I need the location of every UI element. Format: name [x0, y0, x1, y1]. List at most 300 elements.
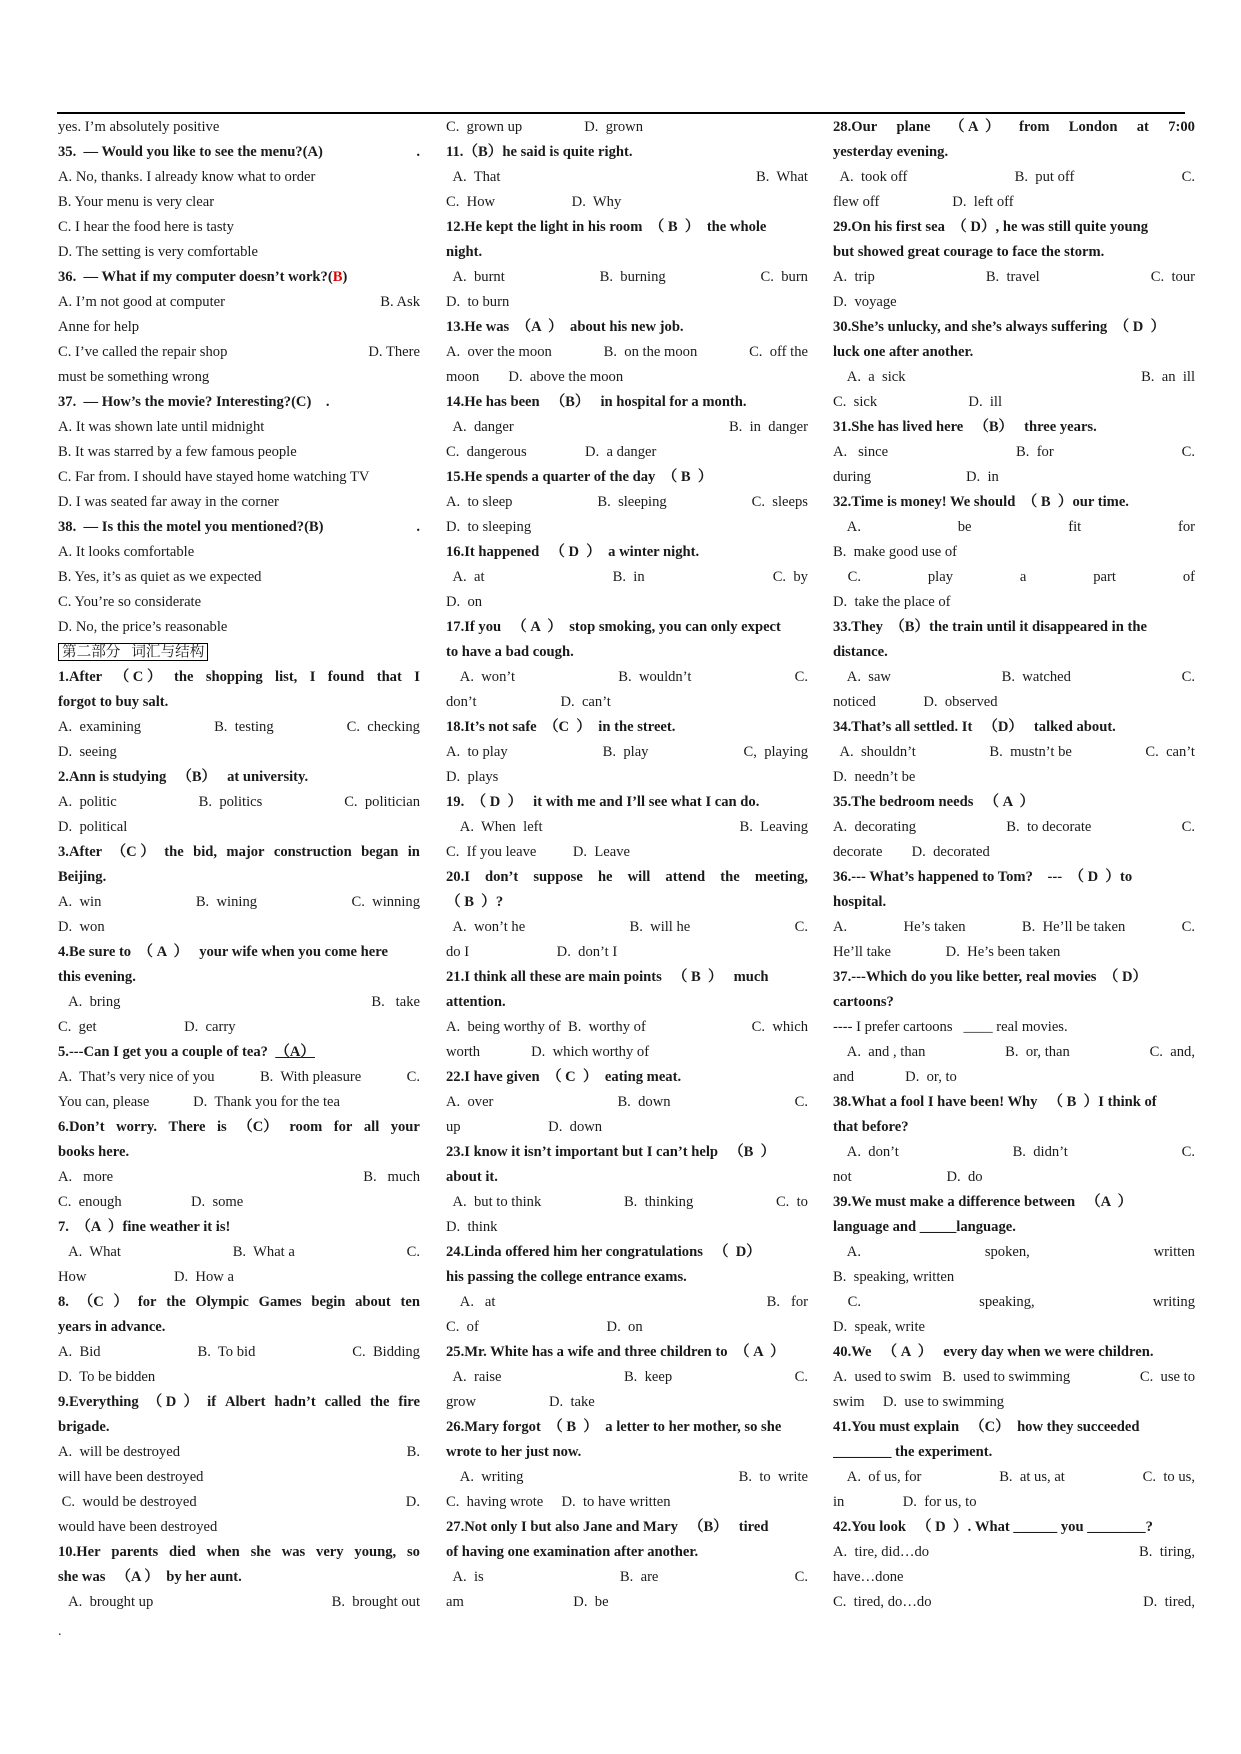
text-segment: A. What	[58, 1244, 121, 1260]
text-segment: was	[281, 1544, 306, 1560]
text-segment: noticed D. observed	[833, 694, 998, 710]
text-segment: wrote to her just now.	[446, 1444, 582, 1460]
text-line	[446, 840, 808, 865]
text-segment: A. of us, for	[833, 1469, 922, 1485]
text-segment: B. speaking, written	[833, 1269, 955, 1285]
text-line	[446, 490, 808, 515]
text-segment: B. wouldn’t	[618, 669, 692, 685]
text-segment: He’ll take D. He’s been taken	[833, 944, 1061, 960]
text-segment: attend	[665, 869, 706, 885]
text-segment: the	[173, 669, 194, 685]
text-line	[446, 1165, 808, 1190]
text-segment: language and _____language.	[833, 1219, 1016, 1235]
text-line	[833, 465, 1195, 490]
text-line	[446, 740, 808, 765]
text-line	[833, 340, 1195, 365]
text-segment: his passing the college entrance exams.	[446, 1269, 687, 1285]
text-segment: up D. down	[446, 1119, 603, 1135]
text-segment: B. tiring,	[1139, 1544, 1195, 1560]
text-segment: this evening.	[58, 969, 136, 985]
text-segment: C. use to	[1139, 1369, 1195, 1385]
text-line	[58, 490, 420, 515]
text-segment: A.	[833, 919, 848, 935]
text-segment: D. No, the price’s reasonable	[58, 619, 228, 635]
text-segment: yesterday evening.	[833, 144, 949, 160]
text-segment: 35.The bedroom needs （ A ）	[833, 794, 1035, 810]
text-segment: worry.	[116, 1119, 158, 1135]
text-line	[446, 1415, 808, 1440]
text-line	[446, 1115, 808, 1140]
text-segment: C. Far from. I should have stayed home watching TV	[58, 469, 370, 485]
text-line	[446, 715, 808, 740]
text-line	[446, 690, 808, 715]
text-line	[58, 1565, 420, 1590]
text-line	[58, 615, 420, 640]
text-line	[446, 1065, 808, 1090]
text-segment: of	[1182, 569, 1195, 585]
text-segment: A. used to swim B. used to swimming	[833, 1369, 1071, 1385]
text-line	[833, 1290, 1195, 1315]
text-segment: B. put off	[1014, 169, 1075, 185]
text-segment: fire	[398, 1394, 420, 1410]
text-segment: A. over	[446, 1094, 494, 1110]
text-segment: cartoons?	[833, 994, 894, 1010]
text-segment: grow D. take	[446, 1394, 595, 1410]
text-segment: C. by	[772, 569, 808, 585]
text-line	[833, 440, 1195, 465]
text-segment: C.	[1181, 169, 1195, 185]
text-segment: 13.He was （A ） about his new job.	[446, 319, 684, 335]
text-segment: D. won	[58, 919, 105, 935]
text-segment: A. saw	[833, 669, 891, 685]
text-segment: B. brought out	[331, 1594, 420, 1610]
text-segment: Anne for help	[58, 319, 140, 335]
text-line	[58, 1040, 420, 1065]
text-segment: B. didn’t	[1012, 1144, 1068, 1160]
text-segment: B. mustn’t be	[989, 744, 1072, 760]
text-segment: 39.We must make a difference between （A ）	[833, 1194, 1133, 1210]
text-segment: D. tired,	[1143, 1594, 1195, 1610]
text-segment: C.	[833, 1294, 861, 1310]
text-line	[446, 1390, 808, 1415]
text-segment: A. being worthy of B. worthy of	[446, 1019, 646, 1035]
text-line	[833, 690, 1195, 715]
text-segment: 40.We （ A ） every day when we were children.	[833, 1344, 1154, 1360]
text-line	[58, 1165, 420, 1190]
text-line	[58, 515, 420, 540]
text-line	[58, 540, 420, 565]
text-line	[833, 1015, 1195, 1040]
text-line	[833, 1540, 1195, 1565]
text-segment: C.	[794, 1094, 808, 1110]
text-segment: if	[207, 1394, 217, 1410]
text-segment: 8.	[58, 1294, 69, 1310]
text-segment: A. writing	[446, 1469, 524, 1485]
text-segment: he	[597, 869, 613, 885]
text-segment: your	[390, 1119, 420, 1135]
text-segment: A. at	[446, 569, 485, 585]
text-line	[446, 640, 808, 665]
text-segment: C. which	[751, 1019, 808, 1035]
text-line	[58, 1415, 420, 1440]
text-segment: （ C ）	[114, 669, 162, 685]
text-segment: D. speak, write	[833, 1319, 925, 1335]
text-segment: A. at	[446, 1294, 496, 1310]
text-segment: A. to play	[446, 744, 508, 760]
text-segment: C.	[1181, 1144, 1195, 1160]
text-line	[833, 1315, 1195, 1340]
text-segment: night.	[446, 244, 483, 260]
underlined-answer: （A）	[275, 1044, 315, 1060]
text-segment: will have been destroyed	[58, 1469, 204, 1485]
text-segment: suppose	[533, 869, 583, 885]
text-segment: C. dangerous D. a danger	[446, 444, 657, 460]
text-segment: A. danger	[446, 419, 514, 435]
text-segment: 36.--- What’s happened to Tom? --- （ D ）to	[833, 869, 1133, 885]
text-segment: C. having wrote D. to have written	[446, 1494, 671, 1510]
text-segment: died	[168, 1544, 196, 1560]
column-2	[446, 115, 808, 1615]
text-line	[833, 540, 1195, 565]
text-segment: B. to decorate	[1006, 819, 1092, 835]
text-line	[833, 640, 1195, 665]
text-line	[58, 1465, 420, 1490]
text-segment: in	[407, 844, 420, 860]
text-segment: the	[164, 844, 184, 860]
text-line	[446, 340, 808, 365]
text-segment: A. No, thanks. I already know what to order	[58, 169, 316, 185]
text-segment: D. needn’t be	[833, 769, 916, 785]
text-line	[58, 765, 420, 790]
text-segment: 31.She has lived here （B） three years.	[833, 419, 1097, 435]
text-segment: 42.You look （ D ）. What ______ you ________?	[833, 1519, 1153, 1535]
text-line	[58, 165, 420, 190]
text-segment: A. won’t he	[446, 919, 526, 935]
text-line	[58, 1140, 420, 1165]
text-segment: ）	[113, 1294, 129, 1310]
text-segment: must be something wrong	[58, 369, 210, 385]
text-segment: A. tire, did…do	[833, 1544, 930, 1560]
text-segment: C. Bidding	[352, 1344, 420, 1360]
text-segment: don’t	[485, 869, 519, 885]
text-line	[446, 1190, 808, 1215]
text-segment: 29.On his first sea （ D）, he was still quite young	[833, 219, 1149, 235]
text-segment: There	[168, 1119, 206, 1135]
text-segment: is	[216, 1119, 227, 1135]
text-segment: very	[316, 1544, 344, 1560]
text-line	[58, 415, 420, 440]
text-segment: B. for	[1016, 444, 1054, 460]
text-segment: .	[416, 519, 420, 535]
text-segment: A. over the moon	[446, 344, 552, 360]
text-line	[833, 840, 1195, 865]
text-segment: yes. I’m absolutely positive	[58, 119, 220, 135]
text-segment: 21.I think all these are main points （ B ） much	[446, 969, 769, 985]
text-line	[446, 1265, 808, 1290]
text-segment: decorate D. decorated	[833, 844, 990, 860]
text-segment: B. take	[371, 994, 420, 1010]
text-segment: B. are	[619, 1569, 659, 1585]
text-segment: C.	[1181, 919, 1195, 935]
text-segment: B. will he	[629, 919, 691, 935]
text-segment: 12.He kept the light in his room （ B ） the whole	[446, 219, 767, 235]
text-line	[833, 1265, 1195, 1290]
text-segment: A. Bid	[58, 1344, 101, 1360]
text-line	[833, 990, 1195, 1015]
text-segment: London	[1068, 119, 1118, 135]
text-segment: C.	[833, 569, 861, 585]
text-segment: 26.Mary forgot （ B ） a letter to her mother, so she	[446, 1419, 782, 1435]
text-line	[58, 665, 420, 690]
text-segment: 5.---Can I get you a couple of tea?	[58, 1044, 276, 1060]
text-segment: C. grown up D. grown	[446, 119, 644, 135]
text-segment: A. and , than	[833, 1044, 926, 1060]
text-line	[833, 1340, 1195, 1365]
text-segment: 38. — Is this the motel you mentioned?(B)	[58, 519, 324, 535]
text-segment: C. politician	[344, 794, 420, 810]
text-line	[833, 940, 1195, 965]
footer-mark: .	[58, 1624, 62, 1639]
text-segment: A. That’s very nice of you	[58, 1069, 215, 1085]
text-line	[833, 240, 1195, 265]
text-segment: plane	[896, 119, 931, 135]
text-line	[446, 915, 808, 940]
text-segment: do I D. don’t I	[446, 944, 618, 960]
text-line	[58, 315, 420, 340]
text-line	[833, 965, 1195, 990]
text-segment: C. and,	[1149, 1044, 1195, 1060]
text-segment: A. is	[446, 1569, 484, 1585]
text-line	[58, 115, 420, 140]
text-line	[446, 1365, 808, 1390]
text-line	[446, 1515, 808, 1540]
text-segment: A. politic	[58, 794, 117, 810]
text-segment: A. When left	[446, 819, 543, 835]
text-segment: 15.He spends a quarter of the day （ B ）	[446, 469, 713, 485]
text-line	[446, 265, 808, 290]
text-line	[446, 515, 808, 540]
text-line	[58, 1090, 420, 1115]
text-segment: C. How D. Why	[446, 194, 622, 210]
text-segment: B. It was starred by a few famous people	[58, 444, 297, 460]
text-segment: 16.It happened （ D ） a winter night.	[446, 544, 700, 560]
text-segment: D. think	[446, 1219, 498, 1235]
text-segment: about it.	[446, 1169, 498, 1185]
text-segment: not D. do	[833, 1169, 983, 1185]
text-line	[58, 240, 420, 265]
header-rule	[57, 112, 1185, 114]
text-segment: distance.	[833, 644, 888, 660]
text-segment: D.	[405, 1494, 420, 1510]
text-segment: the	[720, 869, 740, 885]
text-segment: C. I’ve called the repair shop	[58, 344, 228, 360]
text-segment: moon D. above the moon	[446, 369, 624, 385]
text-segment: found	[327, 669, 365, 685]
text-segment: at	[1136, 119, 1149, 135]
column-3	[833, 115, 1195, 1615]
text-segment: she was （A ） by her aunt.	[58, 1569, 242, 1585]
text-segment: D. The setting is very comfortable	[58, 244, 258, 260]
text-line	[58, 690, 420, 715]
text-segment: 20.I	[446, 869, 470, 885]
text-segment: B. What a	[232, 1244, 295, 1260]
text-segment: play	[927, 569, 953, 585]
text-line	[446, 1240, 808, 1265]
text-segment: C. get D. carry	[58, 1019, 236, 1035]
text-segment: 17.If you （ A ） stop smoking, you can only expect	[446, 619, 781, 635]
text-segment: flew off D. left off	[833, 194, 1014, 210]
text-segment: I	[414, 669, 420, 685]
text-segment: A. won’t	[446, 669, 516, 685]
text-segment: A. shouldn’t	[833, 744, 916, 760]
text-line	[833, 115, 1195, 140]
text-segment: A. It was shown late until midnight	[58, 419, 265, 435]
text-line	[833, 1490, 1195, 1515]
text-segment: A. brought up	[58, 1594, 154, 1610]
text-line	[58, 190, 420, 215]
text-line	[446, 1015, 808, 1040]
text-segment: C. I hear the food here is tasty	[58, 219, 234, 235]
text-line	[58, 1340, 420, 1365]
text-line	[833, 740, 1195, 765]
text-line	[833, 1590, 1195, 1615]
text-segment: A.	[833, 519, 861, 535]
text-segment: speaking,	[979, 1294, 1035, 1310]
text-segment: ________ the experiment.	[833, 1444, 993, 1460]
text-segment: C.	[794, 1369, 808, 1385]
text-segment: B. at us, at	[999, 1469, 1065, 1485]
text-line	[58, 1015, 420, 1040]
text-segment: A. decorating	[833, 819, 917, 835]
text-segment: major	[226, 844, 265, 860]
text-segment: C. burn	[760, 269, 808, 285]
text-segment: about	[355, 1294, 391, 1310]
text-segment: B. watched	[1001, 669, 1071, 685]
text-segment: books here.	[58, 1144, 130, 1160]
text-segment: B. wining	[195, 894, 258, 910]
text-line	[446, 965, 808, 990]
text-segment: bid,	[193, 844, 218, 860]
text-line	[446, 765, 808, 790]
text-segment: so	[406, 1544, 420, 1560]
text-line	[833, 1140, 1195, 1165]
text-line	[833, 1065, 1195, 1090]
text-line	[833, 565, 1195, 590]
text-segment: to have a bad cough.	[446, 644, 574, 660]
text-segment: C.	[1181, 819, 1195, 835]
text-segment: C.	[406, 1244, 420, 1260]
text-line	[833, 190, 1195, 215]
text-line	[833, 590, 1195, 615]
text-segment: B. in danger	[728, 419, 808, 435]
text-segment: spoken,	[984, 1244, 1030, 1260]
text-line	[833, 490, 1195, 515]
text-segment: A. but to think	[446, 1194, 542, 1210]
text-segment: all	[363, 1119, 380, 1135]
text-segment: B. keep	[623, 1369, 673, 1385]
text-line	[58, 1515, 420, 1540]
text-segment: D. voyage	[833, 294, 897, 310]
text-line	[446, 465, 808, 490]
text-segment: am D. be	[446, 1594, 609, 1610]
text-segment: C.	[794, 669, 808, 685]
text-line	[58, 1115, 420, 1140]
text-line	[833, 890, 1195, 915]
text-line	[833, 1240, 1195, 1265]
text-segment: C. would be destroyed	[58, 1494, 197, 1510]
text-segment: 9.Everything	[58, 1394, 139, 1410]
text-line	[58, 390, 420, 415]
text-line	[446, 315, 808, 340]
text-segment: D. seeing	[58, 744, 117, 760]
text-line	[58, 1315, 420, 1340]
text-line	[58, 1215, 420, 1240]
text-segment: from	[1018, 119, 1050, 135]
text-line	[833, 1190, 1195, 1215]
text-line	[833, 1515, 1195, 1540]
text-line	[58, 815, 420, 840]
text-line	[446, 890, 808, 915]
text-segment: A. took off	[833, 169, 908, 185]
text-segment: B.	[406, 1444, 420, 1460]
text-segment: 6.Don’t	[58, 1119, 105, 1135]
text-segment: that before?	[833, 1119, 909, 1135]
text-line	[833, 415, 1195, 440]
text-line	[58, 565, 420, 590]
text-segment: 18.It’s not safe （C ） in the street.	[446, 719, 676, 735]
text-line	[446, 415, 808, 440]
text-line	[58, 1490, 420, 1515]
text-segment: A. will be destroyed	[58, 1444, 180, 1460]
text-line	[833, 1565, 1195, 1590]
text-segment: 34.That’s all settled. It （D） talked about.	[833, 719, 1116, 735]
text-segment: in D. for us, to	[833, 1494, 977, 1510]
text-segment: C. can’t	[1145, 744, 1195, 760]
text-line	[58, 215, 420, 240]
text-line	[58, 790, 420, 815]
text-segment: parents	[111, 1544, 159, 1560]
text-line	[58, 440, 420, 465]
text-segment: C. tired, do…do	[833, 1594, 932, 1610]
text-line	[833, 865, 1195, 890]
text-segment: A. That	[446, 169, 501, 185]
text-line	[58, 1440, 420, 1465]
text-segment: meeting,	[754, 869, 808, 885]
text-segment: B. Your menu is very clear	[58, 194, 215, 210]
text-segment: 14.He has been （B） in hospital for a month.	[446, 394, 747, 410]
text-segment: （ B ）?	[446, 894, 504, 910]
text-line	[833, 765, 1195, 790]
text-segment: B. an ill	[1141, 369, 1195, 385]
text-segment: 22.I have given （ C ） eating meat.	[446, 1069, 682, 1085]
text-segment: C.	[794, 1569, 808, 1585]
text-line	[446, 1590, 808, 1615]
text-segment: 23.I know it isn’t important but I can’t help （B ）	[446, 1144, 776, 1160]
text-line	[833, 1465, 1195, 1490]
text-line	[58, 1365, 420, 1390]
text-segment: B. What	[755, 169, 808, 185]
text-line	[58, 890, 420, 915]
text-segment: would have been destroyed	[58, 1519, 218, 1535]
text-line	[833, 1365, 1195, 1390]
text-segment: ---- I prefer cartoons ____ real movies.	[833, 1019, 1068, 1035]
text-segment: brigade.	[58, 1419, 110, 1435]
text-segment: fit	[1068, 519, 1082, 535]
text-segment: begin	[311, 1294, 346, 1310]
text-line	[446, 565, 808, 590]
text-line	[58, 1190, 420, 1215]
text-segment: C. to us,	[1142, 1469, 1195, 1485]
